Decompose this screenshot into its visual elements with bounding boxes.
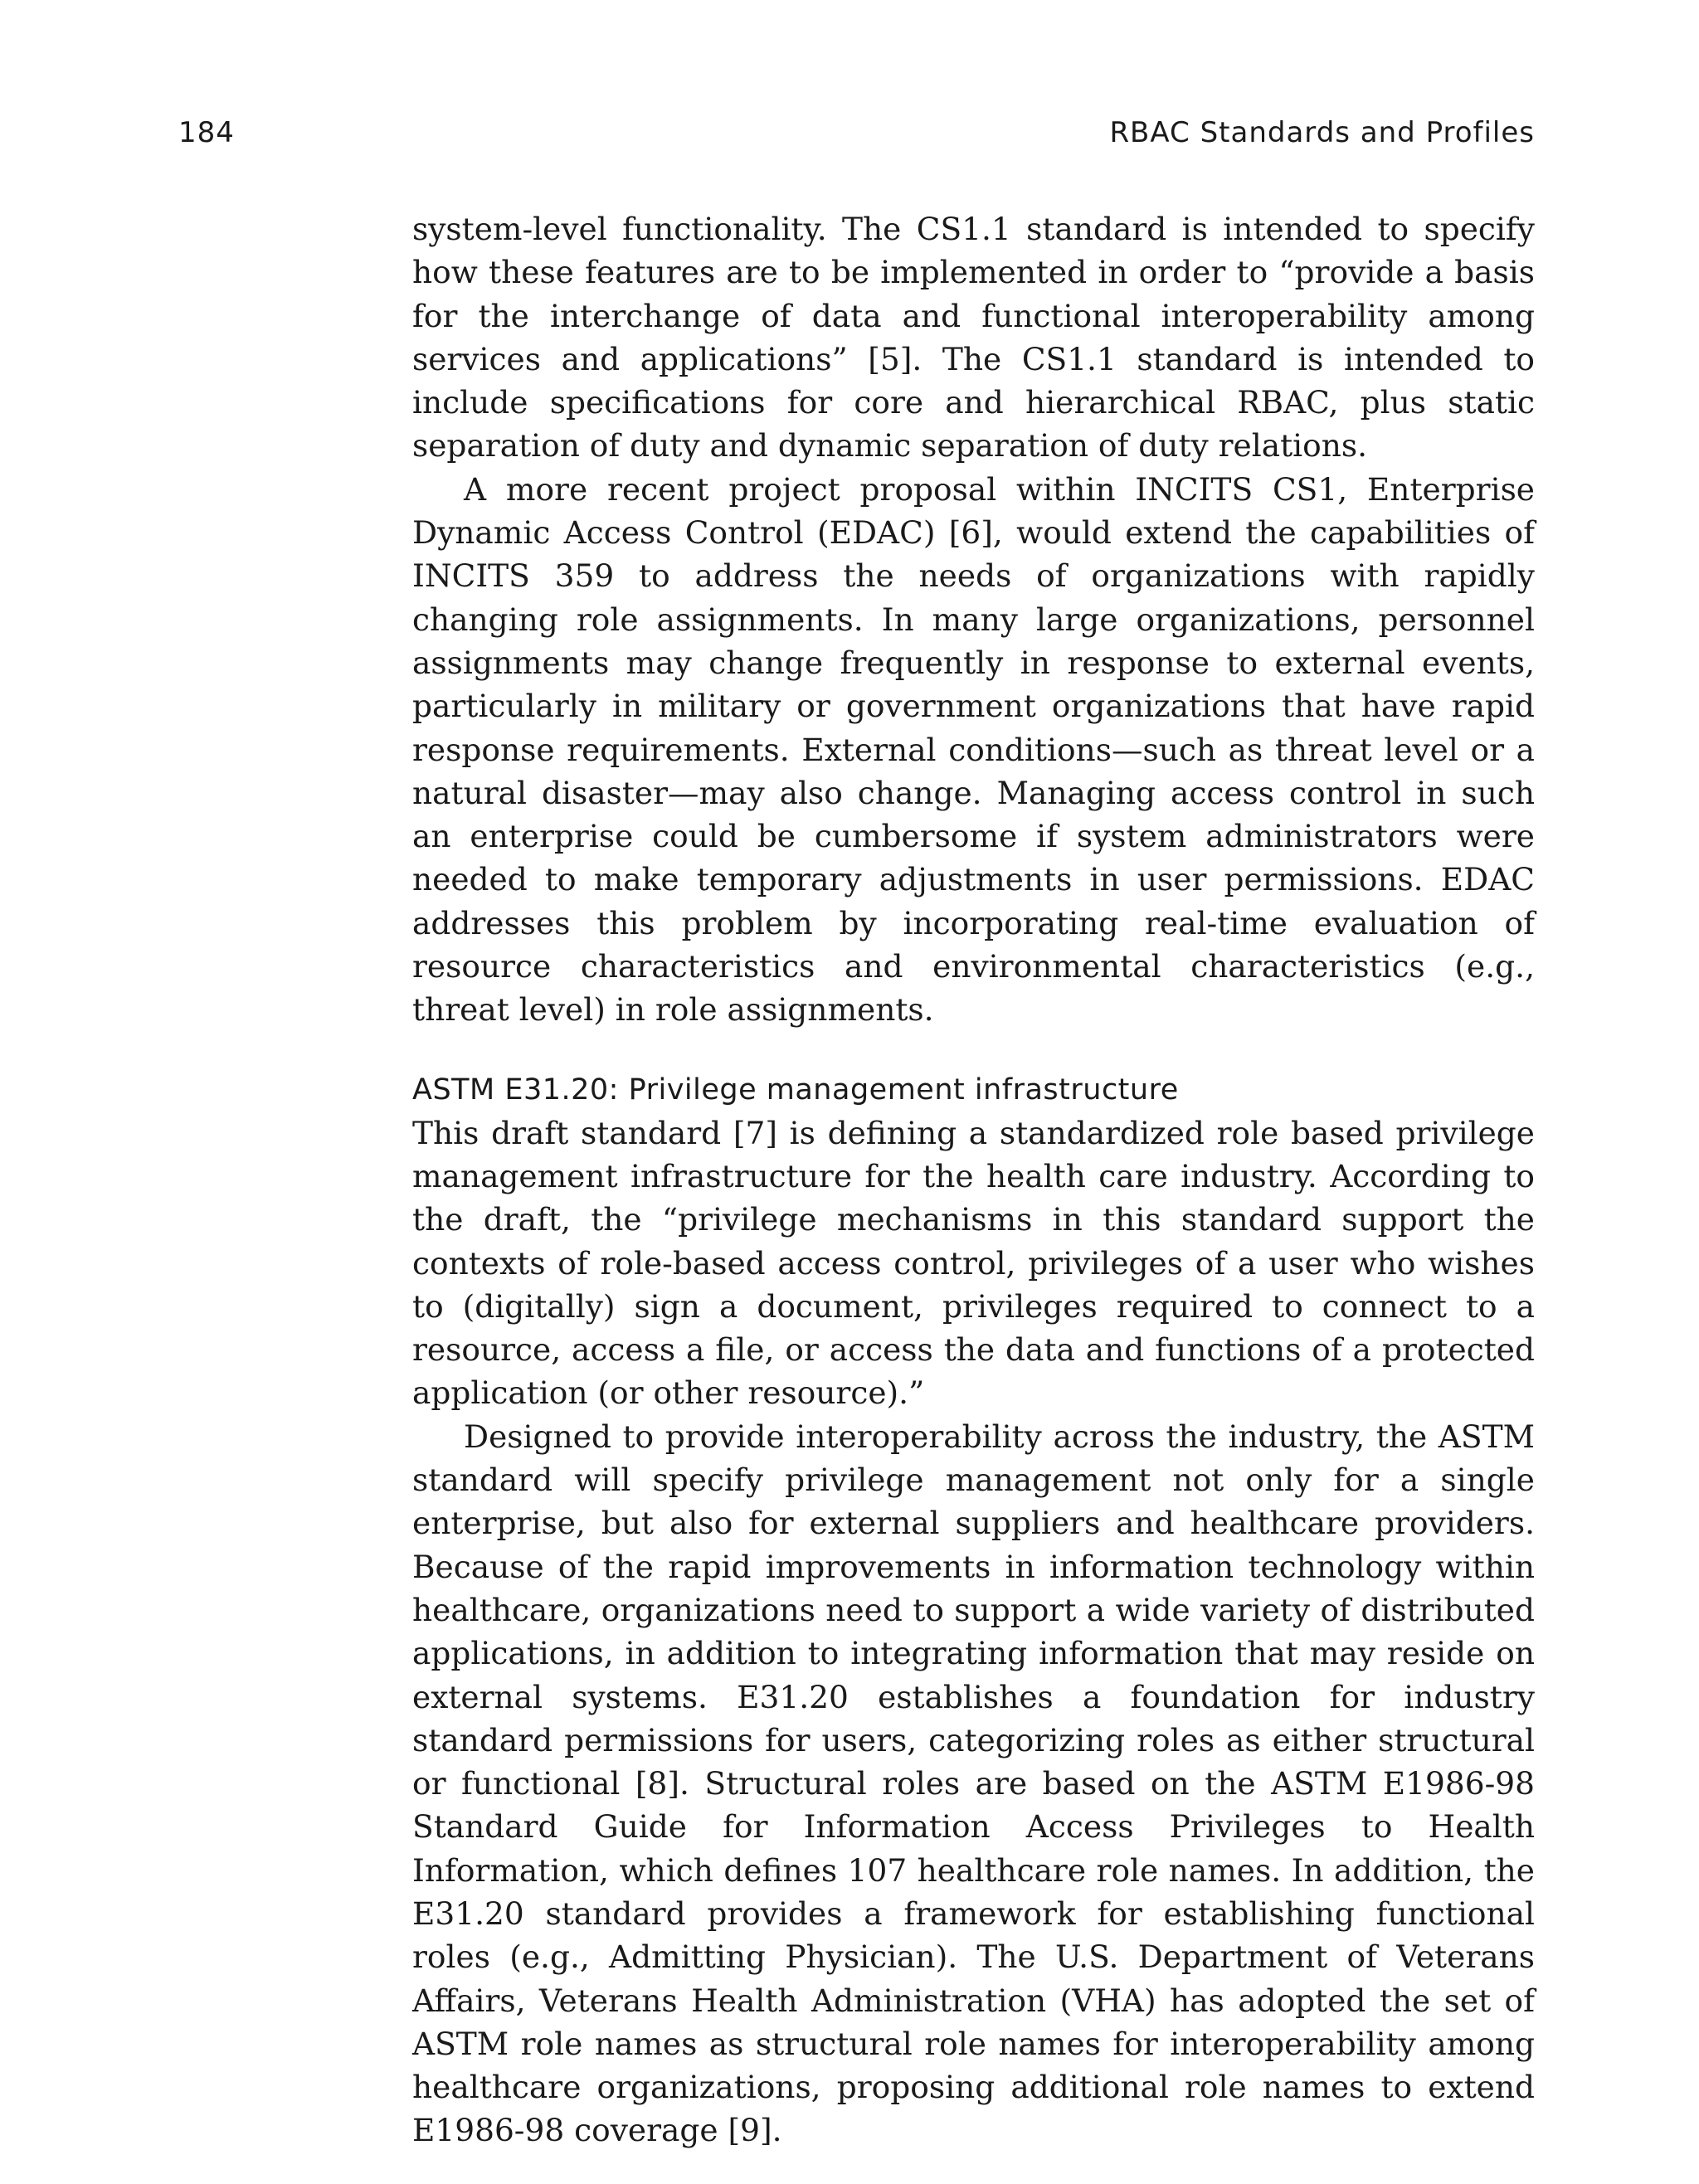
running-title: RBAC Standards and Profiles <box>1109 116 1535 149</box>
running-head <box>178 116 1535 158</box>
paragraph-3: This draft standard [7] is defining a standardized role based privilege management infrastructure for the health care industry. According to the draft, the “privilege mechanisms in this standard support the contexts of role-based access control, privileges of a user who wishes to (digitally) sign a document, privileges required to connect to a resource, access a file, or access the data and functions of a protected application (or other resource).” <box>412 1114 1535 1412</box>
page-number: 184 <box>178 116 235 149</box>
paragraph-2: A more recent project proposal within INCITS CS1, Enterprise Dynamic Access Control (EDAC) [6], would extend the capabilities of INCITS 359 to address the needs of organizations with rapidly changing role assignments. In many large organizations, personnel assignments may change frequently in response to external events, particularly in military or government organizations that have rapid response requirements. External conditions—such as threat level or a natural disaster—may also change. Managing access control in such an enterprise could be cumbersome if system administrators were needed to make temporary adjustments in user permissions. EDAC addresses this problem by incorporating real-time evaluation of resource characteristics and environmental characteristics (e.g., threat level) in role assignments. <box>412 470 1535 1029</box>
paragraph-4: Designed to provide interoperability across the industry, the ASTM standard will specify privilege management not only for a single enterprise, but also for external suppliers and healthcare providers. Because of the rapid improvements in information technology within healthcare, organizations need to support a wide variety of distributed applications, in addition to integrating information that may reside on external systems. E31.20 establishes a foundation for industry standard permissions for users, categorizing roles as either structural or functional [8]. Structural roles are based on the ASTM E1986-98 Standard Guide for Information Access Privileges to Health Information, which defines 107 healthcare role names. In addition, the E31.20 standard provides a framework for establishing functional roles (e.g., Admitting Physician). The U.S. Department of Veterans Affairs, Veterans Health Administration (VHA) has adopted the set of ASTM role names as structural role names for interoperability among healthcare organizations, proposing additional role names to extend E1986-98 coverage [9]. <box>412 1418 1535 2149</box>
section-heading: ASTM E31.20: Privilege management infrastructure <box>412 1073 1179 1107</box>
body-text <box>412 207 1535 2152</box>
paragraph-1: system-level functionality. The CS1.1 standard is intended to specify how these features are to be implemented in order to “provide a basis for the interchange of data and functional interoperability among services and applications” [5]. The CS1.1 standard is intended to include specifications for core and hierarchical RBAC, plus static separation of duty and dynamic separation of duty relations. <box>412 211 1535 465</box>
